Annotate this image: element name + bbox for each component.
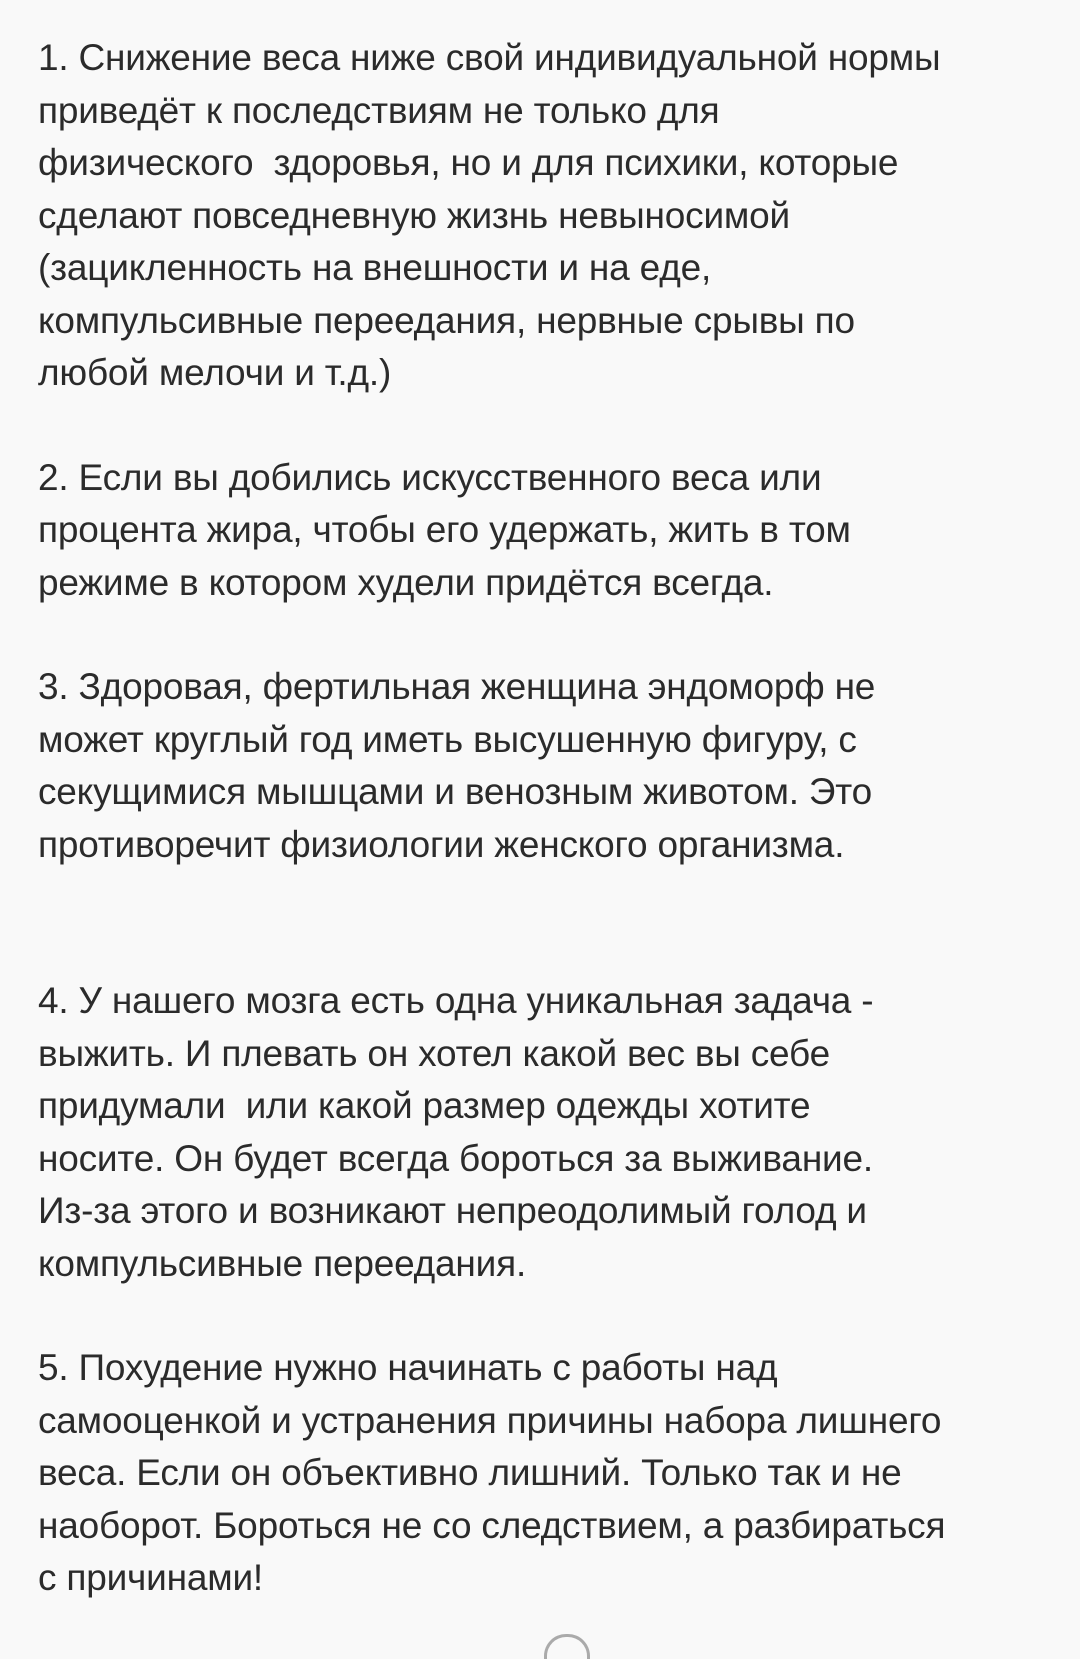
paragraph-3 [38, 661, 1058, 871]
text-line: любой мелочи и т.д.) [38, 352, 392, 393]
text-line: физического здоровья, но и для психики, которые [38, 142, 899, 183]
cropped-emoji-icon [544, 1634, 590, 1659]
text-line: процента жира, чтобы его удержать, жить в том [38, 509, 851, 550]
text-line: приведёт к последствиям не только для [38, 89, 720, 131]
paragraph-spacer [38, 1290, 1058, 1342]
paragraph-spacer [38, 609, 1058, 661]
text-line: выжить. И плевать он хотел какой вес вы себе [38, 1032, 830, 1074]
text-line: режиме в котором худели придётся всегда. [38, 561, 774, 603]
text-line: компульсивные переедания. [38, 1242, 527, 1284]
text-line: 4. У нашего мозга есть одна уникальная задача - [38, 980, 874, 1021]
text-line: самооценкой и устранения причины набора лишнего [38, 1399, 942, 1441]
text-line: компульсивные переедания, нервные срывы по [38, 299, 855, 341]
text-line: придумали или какой размер одежды хотите [38, 1085, 811, 1126]
text-line: носите. Он будет всегда бороться за выживание. [38, 1137, 873, 1179]
paragraph-5 [38, 1342, 1058, 1605]
text-line: 2. Если вы добились искусственного веса или [38, 456, 822, 498]
text-line: 3. Здоровая, фертильная женщина эндоморф не [38, 666, 876, 707]
paragraph-spacer [38, 871, 1058, 975]
text-line: с причинами! [38, 1557, 264, 1598]
text-line: секущимися мышцами и венозным животом. Это [38, 771, 872, 812]
text-line: может круглый год иметь высушенную фигуру, с [38, 718, 857, 760]
paragraph-1 [38, 32, 1058, 400]
text-line: 5. Похудение нужно начинать с работы над [38, 1347, 778, 1388]
paragraph-spacer [38, 400, 1058, 452]
text-line: (зацикленность на внешности и на еде, [38, 247, 712, 288]
text-line: веса. Если он объективно лишний. Только так и не [38, 1452, 902, 1493]
paragraph-2 [38, 452, 1058, 610]
text-line: противоречит физиологии женского организма. [38, 823, 845, 865]
document-body [38, 32, 1058, 1605]
paragraph-4 [38, 975, 1058, 1290]
text-line: 1. Снижение веса ниже свой индивидуальной нормы [38, 37, 941, 78]
text-line: наоборот. Бороться не со следствием, а разбираться [38, 1504, 946, 1546]
text-line: сделают повседневную жизнь невыносимой [38, 194, 791, 236]
text-line: Из-за этого и возникают непреодолимый голод и [38, 1190, 867, 1231]
